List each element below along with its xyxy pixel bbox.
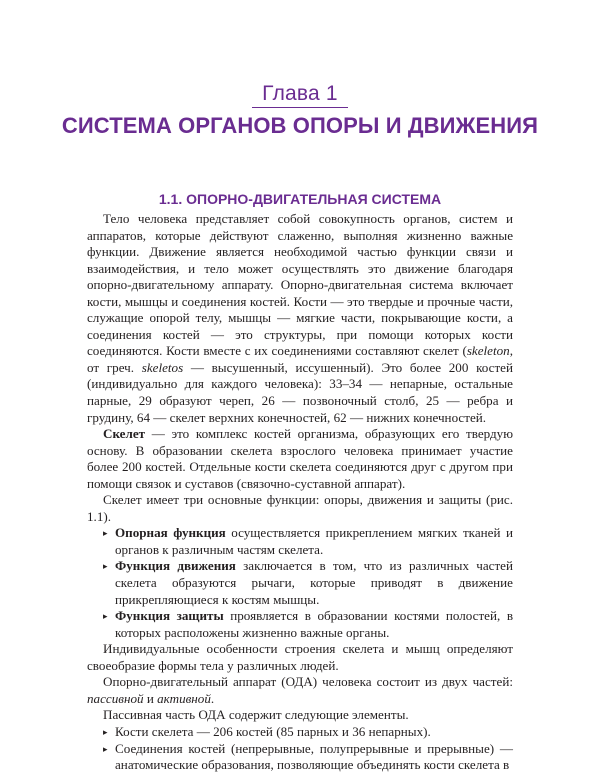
term-skeletos: skeletos <box>141 359 184 375</box>
paragraph-passive-part: Пассивная часть ОДА содержит следующие элементы. <box>103 707 409 723</box>
body-text <box>87 211 513 774</box>
triangle-bullet-icon: ▸ <box>103 528 108 539</box>
term-skeleton-bold: Скелет <box>103 426 146 442</box>
term-passive: пассивной <box>87 690 144 706</box>
triangle-bullet-icon: ▸ <box>103 743 108 754</box>
paragraph-intro: Тело человека представляет собой совокупность органов, систем и аппаратов, которые действуют слаженно, выполняя жизненно важные функции. Движение является необходимой частью функции связи и взаимодействия, и тело может осуществлять это движение благодаря опорно-двигательному аппарату. Опорно-двигательная система включает кости, мышцы и соединения костей. Кости — это твердые и прочные части, служащие опорой телу, мышцы — мягкие части, покрывающие кости, а соединения костей — это структуры, при помощи которых кости соединяются. Кости вместе с их соединениями составляют скелет (skeleton, от греч. skeletos — высушенный, иссушенный). Это более 200 костей (индивидуально для каждого человека): 33–34 — непарные, остальные парные, 29 образуют череп, 26 — позвоночный столб, 25 — ребра и грудину, 64 — скелет верхних конечностей, 62 — нижних конечностей. <box>87 211 513 425</box>
list-item: ▸ Опорная функция осуществляется прикреплением мягких тканей и органов к различным частям скелета. <box>103 525 513 557</box>
chapter-label: Глава 1 <box>262 82 338 105</box>
triangle-bullet-icon: ▸ <box>103 611 108 622</box>
list-item: ▸ Соединения костей (непрерывные, полупрерывные и прерывные) — анатомические образования, позволяющие объединять кости скелета в <box>103 740 513 773</box>
paragraph-functions-intro: Скелет имеет три основные функции: опоры, движения и защиты (рис. 1.1). <box>87 492 513 524</box>
chapter-underline <box>252 107 348 108</box>
term-skeleton: skeleton <box>466 343 510 359</box>
paragraph-oda: Опорно-двигательный аппарат (ОДА) человека состоит из двух частей: пассивной и активной. <box>87 674 513 706</box>
list-item: ▸ Кости скелета — 206 костей (85 парных и 36 непарных). <box>103 723 431 739</box>
paragraph-individual: Индивидуальные особенности строения скелета и мышц определяют своеобразие формы тела у различных людей. <box>87 641 513 673</box>
section-title: 1.1. ОПОРНО-ДВИГАТЕЛЬНАЯ СИСТЕМА <box>158 191 442 207</box>
list-item: ▸ Функция защиты проявляется в образовании костями полостей, в которых расположены жизненно важные органы. <box>103 608 514 640</box>
term-active: активной <box>157 690 211 706</box>
functions-list <box>87 525 513 641</box>
triangle-bullet-icon: ▸ <box>103 726 108 737</box>
list-item: ▸ Функция движения заключается в том, что из различных частей скелета образуются рычаги, которые приводят в движение прикрепляющиеся к костям мышцы. <box>103 558 514 607</box>
chapter-title: СИСТЕМА ОРГАНОВ ОПОРЫ И ДВИЖЕНИЯ <box>61 113 539 138</box>
elements-list <box>87 724 513 774</box>
paragraph-skeleton: Скелет — это комплекс костей организма, образующих его твердую основу. В образовании скелета взрослого человека принимает участие более 200 костей. Отдельные кости скелета соединяются друг с другом при помощи связок и суставов (связочно-суставной аппарат). <box>87 426 513 491</box>
triangle-bullet-icon: ▸ <box>103 561 108 572</box>
